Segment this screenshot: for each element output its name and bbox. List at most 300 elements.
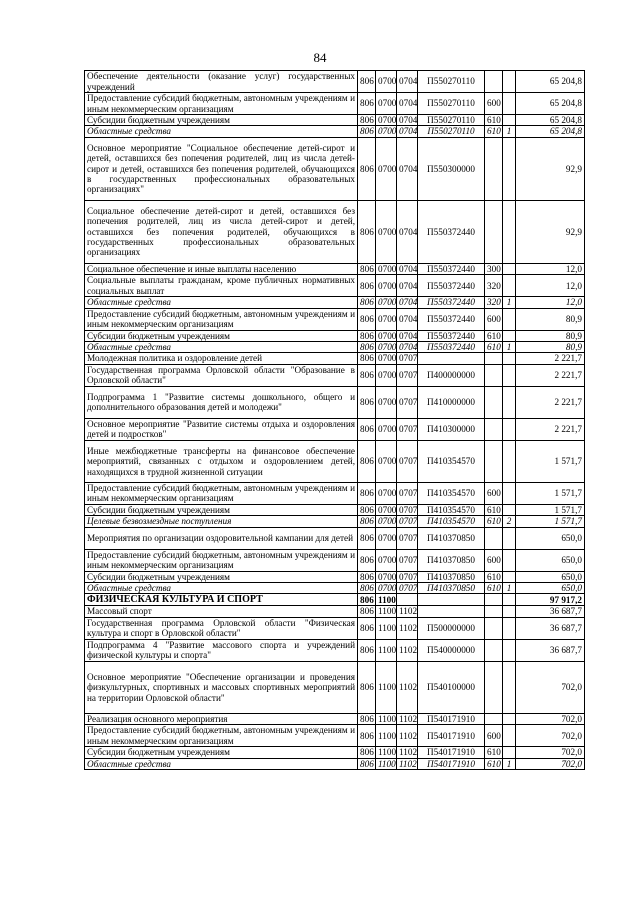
page-number: 84 xyxy=(313,50,327,65)
department-code-cell: 806 xyxy=(358,93,376,115)
table-row xyxy=(85,353,585,364)
expense-type-cell: 600 xyxy=(485,549,503,571)
amount-cell: 1 571,7 xyxy=(516,440,585,482)
expense-type-cell xyxy=(485,661,503,713)
department-code-cell: 806 xyxy=(358,482,376,504)
target-article-cell: П550270110 xyxy=(418,71,485,93)
funding-source-cell xyxy=(503,549,516,571)
target-article-cell: П540000000 xyxy=(418,639,485,661)
section-code-cell: 0700 xyxy=(376,571,397,582)
amount-cell: 1 571,7 xyxy=(516,482,585,504)
expense-name-cell: Обеспечение деятельности (оказание услуг) государственных учреждений xyxy=(85,71,358,93)
table-row xyxy=(85,713,585,724)
department-code-cell: 806 xyxy=(358,137,376,200)
expense-type-cell: 610 xyxy=(485,115,503,126)
amount-cell: 12,0 xyxy=(516,297,585,308)
expense-type-cell xyxy=(485,617,503,639)
subsection-code-cell: 0704 xyxy=(397,93,418,115)
amount-cell: 80,9 xyxy=(516,330,585,341)
table-row xyxy=(85,330,585,341)
funding-source-cell xyxy=(503,386,516,418)
funding-source-cell xyxy=(503,661,516,713)
table-row xyxy=(85,504,585,515)
target-article-cell xyxy=(418,606,485,617)
department-code-cell: 806 xyxy=(358,126,376,137)
section-code-cell: 1100 xyxy=(376,758,397,769)
subsection-code-cell: 1102 xyxy=(397,639,418,661)
expense-name-cell: Массовый спорт xyxy=(85,606,358,617)
budget-table xyxy=(84,70,585,770)
expense-type-cell: 610 xyxy=(485,504,503,515)
expense-name-cell: Социальное обеспечение и иные выплаты населению xyxy=(85,263,358,274)
target-article-cell: П550372440 xyxy=(418,200,485,263)
funding-source-cell xyxy=(503,418,516,440)
department-code-cell: 806 xyxy=(358,342,376,353)
department-code-cell: 806 xyxy=(358,504,376,515)
funding-source-cell xyxy=(503,115,516,126)
table-row xyxy=(85,725,585,747)
expense-name-cell: Иные межбюджетные трансферты на финансовое обеспечение мероприятий, связанных с отдыхом и оздоровлением детей, находящихся в трудной жизненной ситуации xyxy=(85,440,358,482)
funding-source-cell xyxy=(503,725,516,747)
department-code-cell: 806 xyxy=(358,297,376,308)
section-code-cell: 0700 xyxy=(376,386,397,418)
expense-name-cell: Реализация основного мероприятия xyxy=(85,713,358,724)
expense-name-cell: Областные средства xyxy=(85,297,358,308)
section-code-cell: 0700 xyxy=(376,263,397,274)
section-code-cell: 0700 xyxy=(376,364,397,386)
funding-source-cell: 1 xyxy=(503,297,516,308)
amount-cell: 650,0 xyxy=(516,549,585,571)
expense-type-cell: 610 xyxy=(485,330,503,341)
target-article-cell: П540171910 xyxy=(418,758,485,769)
expense-type-cell xyxy=(485,606,503,617)
section-code-cell: 0700 xyxy=(376,137,397,200)
target-article-cell: П410300000 xyxy=(418,418,485,440)
funding-source-cell xyxy=(503,747,516,758)
subsection-code-cell: 0707 xyxy=(397,482,418,504)
table-row xyxy=(85,594,585,606)
amount-cell: 92,9 xyxy=(516,137,585,200)
expense-name-cell: Основное мероприятие "Социальное обеспечение детей-сирот и детей, оставшихся без попечения родителей, лиц из числа детей-сирот и детей, оставшихся без попечения родителей, обучающихся в государственных профессиональных образовательных организациях" xyxy=(85,137,358,200)
expense-name-cell: Подпрограмма 1 "Развитие системы дошкольного, общего и дополнительного образования детей и молодежи" xyxy=(85,386,358,418)
expense-type-cell: 600 xyxy=(485,93,503,115)
amount-cell: 12,0 xyxy=(516,263,585,274)
subsection-code-cell: 1102 xyxy=(397,758,418,769)
table-row xyxy=(85,275,585,297)
funding-source-cell xyxy=(503,594,516,606)
subsection-code-cell: 0707 xyxy=(397,571,418,582)
amount-cell: 650,0 xyxy=(516,571,585,582)
target-article-cell: П500000000 xyxy=(418,617,485,639)
table-row xyxy=(85,606,585,617)
funding-source-cell: 2 xyxy=(503,516,516,527)
expense-name-cell: Областные средства xyxy=(85,758,358,769)
department-code-cell: 806 xyxy=(358,747,376,758)
target-article-cell: П410370850 xyxy=(418,527,485,549)
subsection-code-cell: 0707 xyxy=(397,527,418,549)
funding-source-cell xyxy=(503,364,516,386)
expense-name-cell: Предоставление субсидий бюджетным, автономным учреждениям и иным некоммерческим организациям xyxy=(85,93,358,115)
amount-cell: 702,0 xyxy=(516,725,585,747)
department-code-cell: 806 xyxy=(358,527,376,549)
section-code-cell: 0700 xyxy=(376,93,397,115)
funding-source-cell xyxy=(503,713,516,724)
amount-cell: 702,0 xyxy=(516,713,585,724)
section-code-cell: 0700 xyxy=(376,549,397,571)
department-code-cell: 806 xyxy=(358,200,376,263)
section-code-cell: 0700 xyxy=(376,275,397,297)
expense-type-cell xyxy=(485,639,503,661)
amount-cell: 80,9 xyxy=(516,342,585,353)
expense-name-cell: Субсидии бюджетным учреждениям xyxy=(85,747,358,758)
table-row xyxy=(85,516,585,527)
funding-source-cell xyxy=(503,330,516,341)
table-row xyxy=(85,758,585,769)
expense-type-cell xyxy=(485,364,503,386)
expense-type-cell xyxy=(485,137,503,200)
section-code-cell: 0700 xyxy=(376,330,397,341)
section-code-cell: 0700 xyxy=(376,504,397,515)
subsection-code-cell: 0704 xyxy=(397,137,418,200)
department-code-cell: 806 xyxy=(358,725,376,747)
department-code-cell: 806 xyxy=(358,583,376,594)
subsection-code-cell: 0707 xyxy=(397,583,418,594)
budget-table-body xyxy=(85,71,585,770)
table-row xyxy=(85,661,585,713)
expense-type-cell xyxy=(485,418,503,440)
section-code-cell: 0700 xyxy=(376,297,397,308)
target-article-cell: П550372440 xyxy=(418,342,485,353)
target-article-cell: П540171910 xyxy=(418,713,485,724)
table-row xyxy=(85,263,585,274)
section-code-cell: 0700 xyxy=(376,482,397,504)
subsection-code-cell: 0707 xyxy=(397,364,418,386)
table-row xyxy=(85,527,585,549)
funding-source-cell xyxy=(503,639,516,661)
target-article-cell: П410354570 xyxy=(418,516,485,527)
section-code-cell: 1100 xyxy=(376,661,397,713)
table-row xyxy=(85,93,585,115)
section-code-cell: 0700 xyxy=(376,527,397,549)
target-article-cell: П550372440 xyxy=(418,308,485,330)
section-code-cell: 0700 xyxy=(376,583,397,594)
expense-type-cell xyxy=(485,713,503,724)
expense-type-cell xyxy=(485,386,503,418)
amount-cell: 2 221,7 xyxy=(516,353,585,364)
table-row xyxy=(85,639,585,661)
section-code-cell: 0700 xyxy=(376,516,397,527)
section-code-cell: 0700 xyxy=(376,418,397,440)
funding-source-cell xyxy=(503,275,516,297)
subsection-code-cell: 0704 xyxy=(397,115,418,126)
target-article-cell: П410370850 xyxy=(418,583,485,594)
table-row xyxy=(85,482,585,504)
subsection-code-cell: 0704 xyxy=(397,263,418,274)
expense-name-cell: Социальные выплаты гражданам, кроме публичных нормативных социальных выплат xyxy=(85,275,358,297)
department-code-cell: 806 xyxy=(358,71,376,93)
expense-type-cell xyxy=(485,440,503,482)
target-article-cell: П410000000 xyxy=(418,386,485,418)
funding-source-cell xyxy=(503,482,516,504)
department-code-cell: 806 xyxy=(358,353,376,364)
department-code-cell: 806 xyxy=(358,661,376,713)
table-row xyxy=(85,747,585,758)
section-code-cell: 1100 xyxy=(376,639,397,661)
subsection-code-cell: 0707 xyxy=(397,353,418,364)
amount-cell: 65 204,8 xyxy=(516,115,585,126)
expense-type-cell xyxy=(485,71,503,93)
expense-type-cell: 610 xyxy=(485,583,503,594)
section-code-cell: 0700 xyxy=(376,71,397,93)
expense-type-cell: 320 xyxy=(485,297,503,308)
table-row xyxy=(85,137,585,200)
table-row xyxy=(85,308,585,330)
amount-cell: 702,0 xyxy=(516,661,585,713)
amount-cell: 92,9 xyxy=(516,200,585,263)
amount-cell: 1 571,7 xyxy=(516,516,585,527)
amount-cell: 1 571,7 xyxy=(516,504,585,515)
funding-source-cell xyxy=(503,617,516,639)
subsection-code-cell: 0707 xyxy=(397,504,418,515)
section-code-cell: 0700 xyxy=(376,342,397,353)
expense-type-cell: 600 xyxy=(485,725,503,747)
department-code-cell: 806 xyxy=(358,617,376,639)
department-code-cell: 806 xyxy=(358,386,376,418)
amount-cell: 702,0 xyxy=(516,747,585,758)
expense-name-cell: Государственная программа Орловской области "Образование в Орловской области" xyxy=(85,364,358,386)
department-code-cell: 806 xyxy=(358,639,376,661)
section-code-cell: 1100 xyxy=(376,617,397,639)
expense-name-cell: Субсидии бюджетным учреждениям xyxy=(85,571,358,582)
target-article-cell: П410370850 xyxy=(418,571,485,582)
subsection-code-cell: 0707 xyxy=(397,386,418,418)
funding-source-cell xyxy=(503,353,516,364)
amount-cell: 65 204,8 xyxy=(516,71,585,93)
department-code-cell: 806 xyxy=(358,308,376,330)
department-code-cell: 806 xyxy=(358,364,376,386)
department-code-cell: 806 xyxy=(358,330,376,341)
expense-type-cell: 610 xyxy=(485,342,503,353)
target-article-cell: П550300000 xyxy=(418,137,485,200)
section-code-cell: 0700 xyxy=(376,200,397,263)
target-article-cell: П410354570 xyxy=(418,482,485,504)
subsection-code-cell: 1102 xyxy=(397,747,418,758)
expense-type-cell: 600 xyxy=(485,482,503,504)
table-row xyxy=(85,571,585,582)
section-code-cell: 1100 xyxy=(376,725,397,747)
table-row xyxy=(85,342,585,353)
expense-name-cell: Областные средства xyxy=(85,342,358,353)
expense-name-cell: Предоставление субсидий бюджетным, автономным учреждениям и иным некоммерческим организациям xyxy=(85,308,358,330)
target-article-cell: П410370850 xyxy=(418,549,485,571)
amount-cell: 2 221,7 xyxy=(516,386,585,418)
expense-name-cell: Предоставление субсидий бюджетным, автономным учреждениям и иным некоммерческим организациям xyxy=(85,482,358,504)
target-article-cell: П550270110 xyxy=(418,126,485,137)
expense-type-cell: 320 xyxy=(485,275,503,297)
target-article-cell: П540171910 xyxy=(418,747,485,758)
amount-cell: 702,0 xyxy=(516,758,585,769)
expense-name-cell: Субсидии бюджетным учреждениям xyxy=(85,330,358,341)
amount-cell: 65 204,8 xyxy=(516,126,585,137)
section-code-cell: 0700 xyxy=(376,440,397,482)
table-row xyxy=(85,549,585,571)
amount-cell: 36 687,7 xyxy=(516,606,585,617)
department-code-cell: 806 xyxy=(358,571,376,582)
expense-name-cell: Молодежная политика и оздоровление детей xyxy=(85,353,358,364)
target-article-cell: П550270110 xyxy=(418,93,485,115)
expense-name-cell: Подпрограмма 4 "Развитие массового спорта и учреждений физической культуры и спорта" xyxy=(85,639,358,661)
expense-type-cell: 600 xyxy=(485,308,503,330)
subsection-code-cell: 1102 xyxy=(397,661,418,713)
funding-source-cell xyxy=(503,71,516,93)
amount-cell: 650,0 xyxy=(516,583,585,594)
section-code-cell: 1100 xyxy=(376,594,397,606)
expense-type-cell: 610 xyxy=(485,747,503,758)
department-code-cell: 806 xyxy=(358,440,376,482)
subsection-code-cell: 0704 xyxy=(397,126,418,137)
target-article-cell xyxy=(418,594,485,606)
amount-cell: 650,0 xyxy=(516,527,585,549)
subsection-code-cell: 0704 xyxy=(397,200,418,263)
expense-type-cell: 610 xyxy=(485,126,503,137)
expense-name-cell: Субсидии бюджетным учреждениям xyxy=(85,504,358,515)
table-row xyxy=(85,583,585,594)
table-row xyxy=(85,297,585,308)
expense-type-cell xyxy=(485,200,503,263)
expense-type-cell xyxy=(485,594,503,606)
funding-source-cell xyxy=(503,263,516,274)
department-code-cell: 806 xyxy=(358,594,376,606)
department-code-cell: 806 xyxy=(358,516,376,527)
table-row xyxy=(85,386,585,418)
table-row xyxy=(85,440,585,482)
department-code-cell: 806 xyxy=(358,606,376,617)
expense-type-cell xyxy=(485,353,503,364)
funding-source-cell xyxy=(503,137,516,200)
subsection-code-cell: 0707 xyxy=(397,440,418,482)
expense-name-cell: Социальное обеспечение детей-сирот и детей, оставшихся без попечения родителей, лиц из числа детей-сирот и детей, оставшихся без попечения родителей, обучающихся в государственных профессиональных образовательных организациях xyxy=(85,200,358,263)
target-article-cell xyxy=(418,353,485,364)
expense-name-cell: Областные средства xyxy=(85,126,358,137)
section-code-cell: 0700 xyxy=(376,353,397,364)
department-code-cell: 806 xyxy=(358,549,376,571)
target-article-cell: П540171910 xyxy=(418,725,485,747)
expense-name-cell: Государственная программа Орловской области "Физическая культура и спорт в Орловской области" xyxy=(85,617,358,639)
subsection-code-cell: 1102 xyxy=(397,725,418,747)
amount-cell: 2 221,7 xyxy=(516,418,585,440)
subsection-code-cell: 0704 xyxy=(397,71,418,93)
target-article-cell: П550372440 xyxy=(418,330,485,341)
subsection-code-cell: 0707 xyxy=(397,516,418,527)
expense-name-cell: Предоставление субсидий бюджетным, автономным учреждениям и иным некоммерческим организациям xyxy=(85,725,358,747)
target-article-cell: П550270110 xyxy=(418,115,485,126)
table-row xyxy=(85,115,585,126)
expense-type-cell: 610 xyxy=(485,758,503,769)
subsection-code-cell: 0704 xyxy=(397,297,418,308)
expense-name-cell: Предоставление субсидий бюджетным, автономным учреждениям и иным некоммерческим организациям xyxy=(85,549,358,571)
expense-type-cell xyxy=(485,527,503,549)
expense-name-cell: Субсидии бюджетным учреждениям xyxy=(85,115,358,126)
amount-cell: 36 687,7 xyxy=(516,639,585,661)
section-code-cell: 1100 xyxy=(376,713,397,724)
funding-source-cell xyxy=(503,527,516,549)
department-code-cell: 806 xyxy=(358,713,376,724)
amount-cell: 97 917,2 xyxy=(516,594,585,606)
funding-source-cell: 1 xyxy=(503,126,516,137)
expense-name-cell: Мероприятия по организации оздоровительной кампании для детей xyxy=(85,527,358,549)
target-article-cell: П400000000 xyxy=(418,364,485,386)
funding-source-cell xyxy=(503,93,516,115)
expense-name-cell: Областные средства xyxy=(85,583,358,594)
subsection-code-cell: 0704 xyxy=(397,330,418,341)
section-code-cell: 0700 xyxy=(376,308,397,330)
expense-name-cell: Основное мероприятие "Развитие системы отдыха и оздоровления детей и подростков" xyxy=(85,418,358,440)
funding-source-cell xyxy=(503,200,516,263)
section-code-cell: 1100 xyxy=(376,747,397,758)
table-row xyxy=(85,200,585,263)
table-row xyxy=(85,126,585,137)
department-code-cell: 806 xyxy=(358,758,376,769)
expense-type-cell: 300 xyxy=(485,263,503,274)
section-code-cell: 0700 xyxy=(376,115,397,126)
amount-cell: 65 204,8 xyxy=(516,93,585,115)
subsection-code-cell: 0707 xyxy=(397,418,418,440)
expense-type-cell: 610 xyxy=(485,571,503,582)
expense-name-cell: ФИЗИЧЕСКАЯ КУЛЬТУРА И СПОРТ xyxy=(85,594,358,606)
amount-cell: 80,9 xyxy=(516,308,585,330)
funding-source-cell xyxy=(503,571,516,582)
subsection-code-cell: 1102 xyxy=(397,606,418,617)
subsection-code-cell: 0704 xyxy=(397,308,418,330)
target-article-cell: П410354570 xyxy=(418,440,485,482)
funding-source-cell: 1 xyxy=(503,342,516,353)
subsection-code-cell: 1102 xyxy=(397,617,418,639)
target-article-cell: П410354570 xyxy=(418,504,485,515)
target-article-cell: П540100000 xyxy=(418,661,485,713)
expense-name-cell: Основное мероприятие "Обеспечение организации и проведения физкультурных, спортивных и массовых спортивных мероприятий на территории Орловской области" xyxy=(85,661,358,713)
section-code-cell: 1100 xyxy=(376,606,397,617)
department-code-cell: 806 xyxy=(358,418,376,440)
subsection-code-cell: 1102 xyxy=(397,713,418,724)
target-article-cell: П550372440 xyxy=(418,275,485,297)
expense-name-cell: Целевые безвозмездные поступления xyxy=(85,516,358,527)
section-code-cell: 0700 xyxy=(376,126,397,137)
amount-cell: 2 221,7 xyxy=(516,364,585,386)
department-code-cell: 806 xyxy=(358,263,376,274)
subsection-code-cell: 0704 xyxy=(397,275,418,297)
table-row xyxy=(85,617,585,639)
amount-cell: 36 687,7 xyxy=(516,617,585,639)
target-article-cell: П550372440 xyxy=(418,263,485,274)
funding-source-cell: 1 xyxy=(503,583,516,594)
department-code-cell: 806 xyxy=(358,115,376,126)
subsection-code-cell xyxy=(397,594,418,606)
table-row xyxy=(85,71,585,93)
funding-source-cell xyxy=(503,504,516,515)
funding-source-cell xyxy=(503,308,516,330)
target-article-cell: П550372440 xyxy=(418,297,485,308)
subsection-code-cell: 0704 xyxy=(397,342,418,353)
subsection-code-cell: 0707 xyxy=(397,549,418,571)
expense-type-cell: 610 xyxy=(485,516,503,527)
table-row xyxy=(85,418,585,440)
funding-source-cell: 1 xyxy=(503,758,516,769)
amount-cell: 12,0 xyxy=(516,275,585,297)
funding-source-cell xyxy=(503,606,516,617)
table-row xyxy=(85,364,585,386)
department-code-cell: 806 xyxy=(358,275,376,297)
funding-source-cell xyxy=(503,440,516,482)
